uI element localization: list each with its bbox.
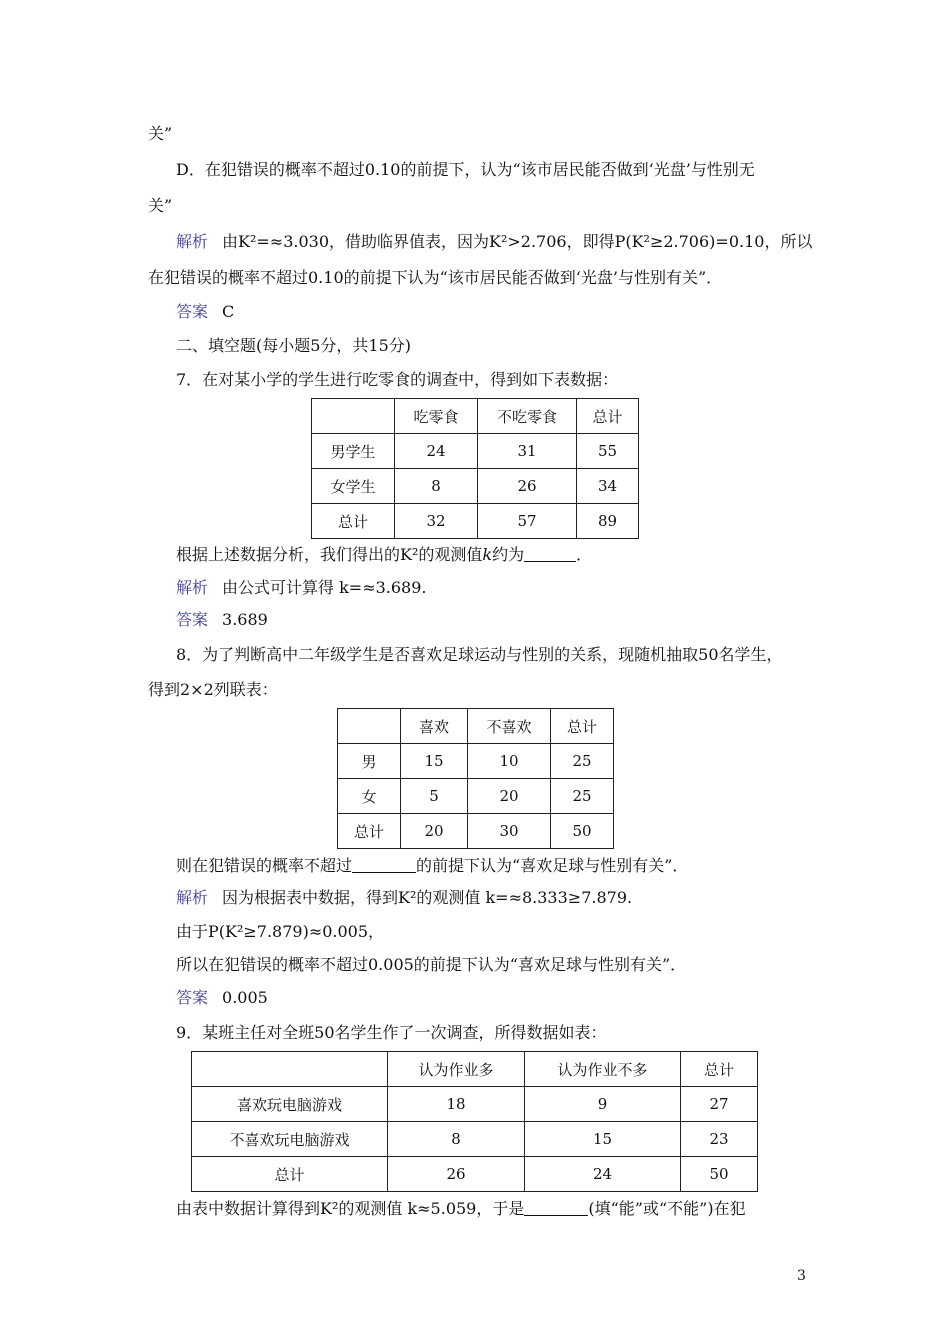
table-cell: 50: [551, 814, 614, 849]
text-span: 则在犯错误的概率不超过: [176, 856, 353, 875]
analysis-text: 因为根据表中数据，得到K²的观测值 k=≈8.333≥7.879.: [222, 888, 633, 907]
table-cell: 5: [401, 779, 468, 814]
question-8-prompt: [176, 856, 688, 876]
table-cell: 57: [478, 504, 577, 539]
question-7-prompt: [176, 545, 592, 565]
text-span: 约为: [492, 545, 525, 564]
table-row: [312, 469, 639, 504]
table-cell: 总计: [577, 399, 639, 434]
text-span: (填“能”或“不能”)在犯: [588, 1199, 746, 1218]
answer-text: C: [222, 302, 235, 321]
text-line: 得到2×2列联表：: [148, 680, 278, 699]
text-span: k: [482, 545, 493, 564]
table-cell: 男: [338, 744, 401, 779]
table-row: [338, 709, 614, 744]
table-cell: 26: [478, 469, 577, 504]
table-cell: 23: [681, 1122, 758, 1157]
analysis-text: 由公式可计算得 k=≈3.689.: [222, 578, 427, 597]
text-span: K²的观测值: [400, 545, 483, 564]
table-cell: 9: [525, 1087, 681, 1122]
table-cell: 15: [525, 1122, 681, 1157]
table-cell: [338, 709, 401, 744]
question-7: 7．在对某小学的学生进行吃零食的调查中，得到如下表数据：: [176, 370, 619, 389]
table-cell: 15: [401, 744, 468, 779]
table-row: [338, 814, 614, 849]
answer-label: 答案: [176, 302, 209, 321]
answer-text: 3.689: [222, 610, 268, 629]
table-cell: 25: [551, 779, 614, 814]
answer-blank: [352, 858, 416, 873]
text-line: 在犯错误的概率不超过0.10的前提下认为“该市居民能否做到‘光盘’与性别有关”．: [148, 268, 723, 287]
analysis-7: [176, 578, 427, 598]
text-span: 根据上述数据分析，我们得出的: [176, 545, 401, 564]
table-cell: 34: [577, 469, 639, 504]
table-cell: 30: [468, 814, 551, 849]
question-8: 8．为了判断高中二年级学生是否喜欢足球运动与性别的关系，现随机抽取50名学生，: [176, 645, 783, 664]
table-cell: 55: [577, 434, 639, 469]
table-cell: 24: [525, 1157, 681, 1192]
table-cell: 31: [478, 434, 577, 469]
table-cell: 89: [577, 504, 639, 539]
table-cell: 总计: [681, 1052, 758, 1087]
table-cell: 18: [388, 1087, 525, 1122]
table-cell: 认为作业不多: [525, 1052, 681, 1087]
analysis-label: 解析: [176, 578, 209, 597]
table-cell: 吃零食: [395, 399, 478, 434]
answer-text: 0.005: [222, 988, 268, 1007]
table-8: [337, 708, 614, 849]
table-cell: 总计: [192, 1157, 388, 1192]
answer-6: [176, 302, 234, 322]
text-line: 关”: [148, 124, 173, 143]
table-7: [311, 398, 639, 539]
question-9: 9．某班主任对全班50名学生作了一次调查，所得数据如表：: [176, 1023, 607, 1042]
answer-8: [176, 988, 268, 1008]
table-row: [192, 1157, 758, 1192]
answer-7: [176, 610, 268, 630]
answer-blank: [524, 547, 576, 562]
table-cell: 不喜欢: [468, 709, 551, 744]
table-cell: 8: [395, 469, 478, 504]
table-cell: 32: [395, 504, 478, 539]
analysis-6: [176, 232, 812, 252]
table-cell: 25: [551, 744, 614, 779]
table-cell: 不吃零食: [478, 399, 577, 434]
answer-blank: [524, 1201, 588, 1216]
table-row: [312, 434, 639, 469]
table-cell: 喜欢玩电脑游戏: [192, 1087, 388, 1122]
table-cell: 24: [395, 434, 478, 469]
table-row: [192, 1122, 758, 1157]
text-line: 由于P(K²≥7.879)≈0.005，: [176, 922, 385, 941]
table-9: [191, 1051, 758, 1192]
table-cell: 喜欢: [401, 709, 468, 744]
table-cell: 男学生: [312, 434, 395, 469]
table-cell: [192, 1052, 388, 1087]
option-d: D．在犯错误的概率不超过0.10的前提下，认为“该市居民能否做到‘光盘’与性别无: [176, 160, 755, 179]
table-row: [312, 399, 639, 434]
table-cell: 总计: [338, 814, 401, 849]
analysis-8: [176, 888, 632, 908]
section-heading: 二、填空题(每小题5分，共15分): [176, 336, 412, 355]
table-cell: 10: [468, 744, 551, 779]
question-9-prompt: [176, 1199, 746, 1219]
answer-label: 答案: [176, 988, 209, 1007]
table-row: [338, 744, 614, 779]
table-cell: 不喜欢玩电脑游戏: [192, 1122, 388, 1157]
text-line: 所以在犯错误的概率不超过0.005的前提下认为“喜欢足球与性别有关”．: [176, 955, 687, 974]
page-number: 3: [797, 1268, 806, 1284]
table-cell: 20: [468, 779, 551, 814]
table-cell: 总计: [551, 709, 614, 744]
table-cell: 50: [681, 1157, 758, 1192]
table-row: [192, 1052, 758, 1087]
analysis-label: 解析: [176, 888, 209, 907]
table-row: [192, 1087, 758, 1122]
table-cell: 27: [681, 1087, 758, 1122]
table-cell: [312, 399, 395, 434]
table-row: [312, 504, 639, 539]
table-cell: 26: [388, 1157, 525, 1192]
analysis-text: 由K²=≈3.030，借助临界值表，因为K²>2.706，即得P(K²≥2.706)=0.10，所以: [222, 232, 813, 251]
table-cell: 总计: [312, 504, 395, 539]
table-row: [338, 779, 614, 814]
text-span: ．: [576, 545, 593, 564]
answer-label: 答案: [176, 610, 209, 629]
table-cell: 女学生: [312, 469, 395, 504]
text-span: 由表中数据计算得到K²的观测值 k≈5.059，于是: [176, 1199, 525, 1218]
table-cell: 8: [388, 1122, 525, 1157]
text-line: 关”: [148, 196, 173, 215]
table-cell: 20: [401, 814, 468, 849]
analysis-label: 解析: [176, 232, 209, 251]
text-span: 的前提下认为“喜欢足球与性别有关”．: [416, 856, 689, 875]
table-cell: 女: [338, 779, 401, 814]
table-cell: 认为作业多: [388, 1052, 525, 1087]
